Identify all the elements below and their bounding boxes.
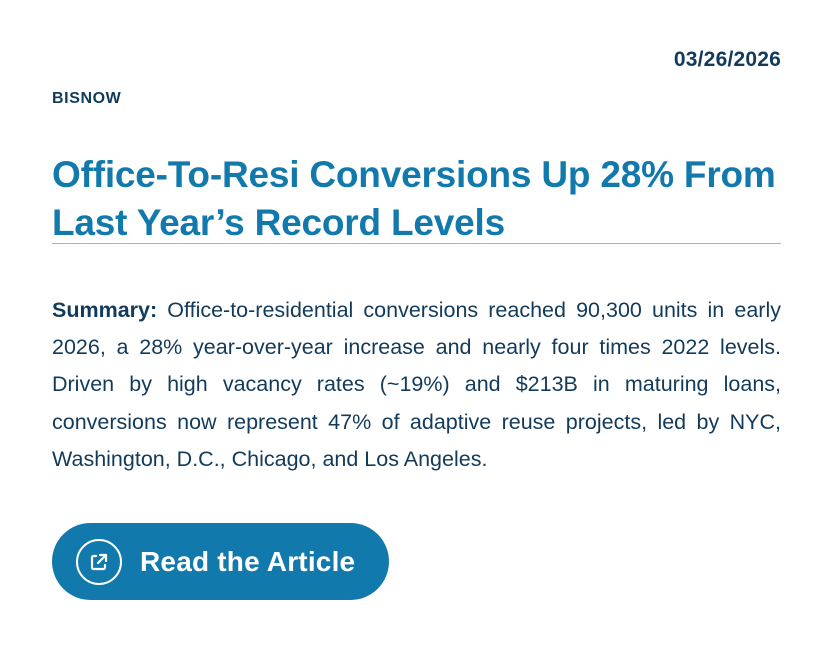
publication-date: 03/26/2026: [673, 48, 781, 71]
read-article-button[interactable]: [52, 523, 389, 600]
external-link-icon: [76, 539, 122, 585]
page-title: Office-To-Resi Conversions Up 28% From Last Year’s Record Levels: [52, 153, 776, 243]
divider: [52, 243, 781, 244]
summary-paragraph: [52, 292, 781, 479]
source-name: BISNOW: [52, 90, 122, 107]
summary-label: Summary:: [52, 297, 158, 322]
read-article-label: Read the Article: [140, 545, 356, 577]
summary-text: Office-to-residential conversions reached 90,300 units in early 2026, a 28% year-over-year increase and nearly four times 2022 levels. Driven by high vacancy rates (~19%) and $213B in maturing loans, conversions now represent 47% of adaptive reuse projects, led by NYC, Washington, D.C., Chicago, and Los Angeles.: [52, 297, 781, 472]
